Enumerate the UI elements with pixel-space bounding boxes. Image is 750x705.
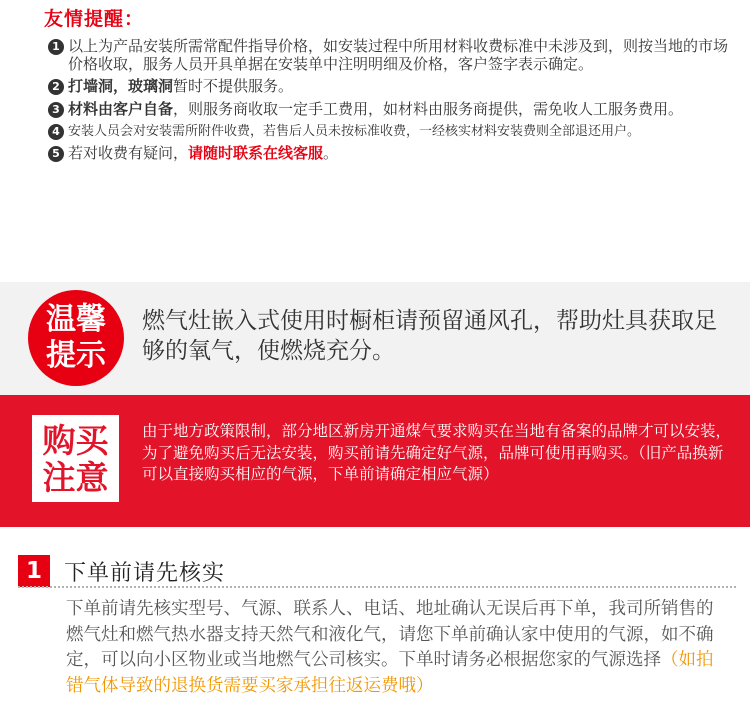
- note-text: ，则服务商收取一定手工费用，如材料由服务商提供，需免收人工服务费用。: [173, 99, 684, 118]
- verify-step-number: 1: [18, 555, 50, 587]
- verify-body: [66, 597, 726, 699]
- warm-tip-text: 燃气灶嵌入式使用时橱柜请预留通风孔，帮助灶具获取足够的氧气，使燃烧充分。: [142, 308, 717, 364]
- reminder-notes-list: [48, 38, 738, 168]
- note-number-badge: 2: [48, 79, 64, 95]
- verify-warning-text: （如拍错气体导致的退换货需要买家承担往返运费哦）: [66, 650, 714, 696]
- note-bold-text: 打墙洞，玻璃洞: [68, 77, 174, 95]
- reminder-note-5: [48, 145, 738, 163]
- warm-tip-section: [0, 282, 750, 395]
- note-text-suffix: 。: [323, 144, 339, 162]
- note-bold-text: 材料由客户自备: [68, 99, 174, 118]
- verify-body-text: 下单前请先核实型号、气源、联系人、电话、地址确认无误后再下单，我司所销售的燃气灶和燃气热水器支持天然气和液化气，请您下单前确认家中使用的气源，如不确定，可以向小区物业或当地燃气公司核实。下单时请务必根据您家的气源选择: [66, 599, 714, 670]
- buy-notice-section: [0, 395, 750, 527]
- reminder-note-4: [48, 123, 738, 140]
- online-service-link[interactable]: 请随时联系在线客服: [188, 144, 324, 162]
- note-number-badge: 1: [48, 39, 64, 55]
- note-number-badge: 5: [48, 146, 64, 162]
- reminder-note-2: [48, 78, 738, 96]
- verify-divider: [18, 586, 736, 588]
- warm-tip-badge: [28, 290, 124, 386]
- note-text: 若对收费有疑问，: [68, 144, 189, 162]
- note-text: 以上为产品安装所需常配件指导价格，如安装过程中所用材料收费标准中未涉及到，则按当地的市场价格收取，服务人员开具单据在安装单中注明明细及价格，客户签字表示确定。: [68, 37, 729, 73]
- reminder-section: [0, 0, 750, 282]
- buy-notice-text: 由于地方政策限制，部分地区新房开通煤气要求购买在当地有备案的品牌才可以安装，为了避免购买后无法安装，购买前请先确定好气源，品牌可使用再购买。（旧产品换新可以直接购买相应的气源，下单前请确定相应气源）: [142, 422, 732, 483]
- warm-tip-badge-line1: 温馨: [46, 302, 106, 337]
- note-number-badge: 3: [48, 102, 64, 118]
- buy-notice-badge-line2: 注意: [42, 458, 109, 497]
- reminder-title: 友情提醒：: [44, 8, 145, 30]
- note-number-badge: 4: [48, 124, 64, 140]
- warm-tip-badge-line2: 提示: [46, 338, 106, 373]
- buy-notice-badge: [32, 415, 119, 502]
- buy-notice-badge-line1: 购买: [42, 421, 109, 460]
- reminder-note-1: [48, 38, 738, 73]
- note-text: 安装人员会对安装需所附件收费，若售后人员未按标准收费，一经核实材料安装费则全部退还用户。: [68, 124, 641, 139]
- note-text: 暂时不提供服务。: [173, 77, 294, 95]
- reminder-note-3: [48, 101, 738, 119]
- verify-step-title: 下单前请先核实: [64, 561, 226, 586]
